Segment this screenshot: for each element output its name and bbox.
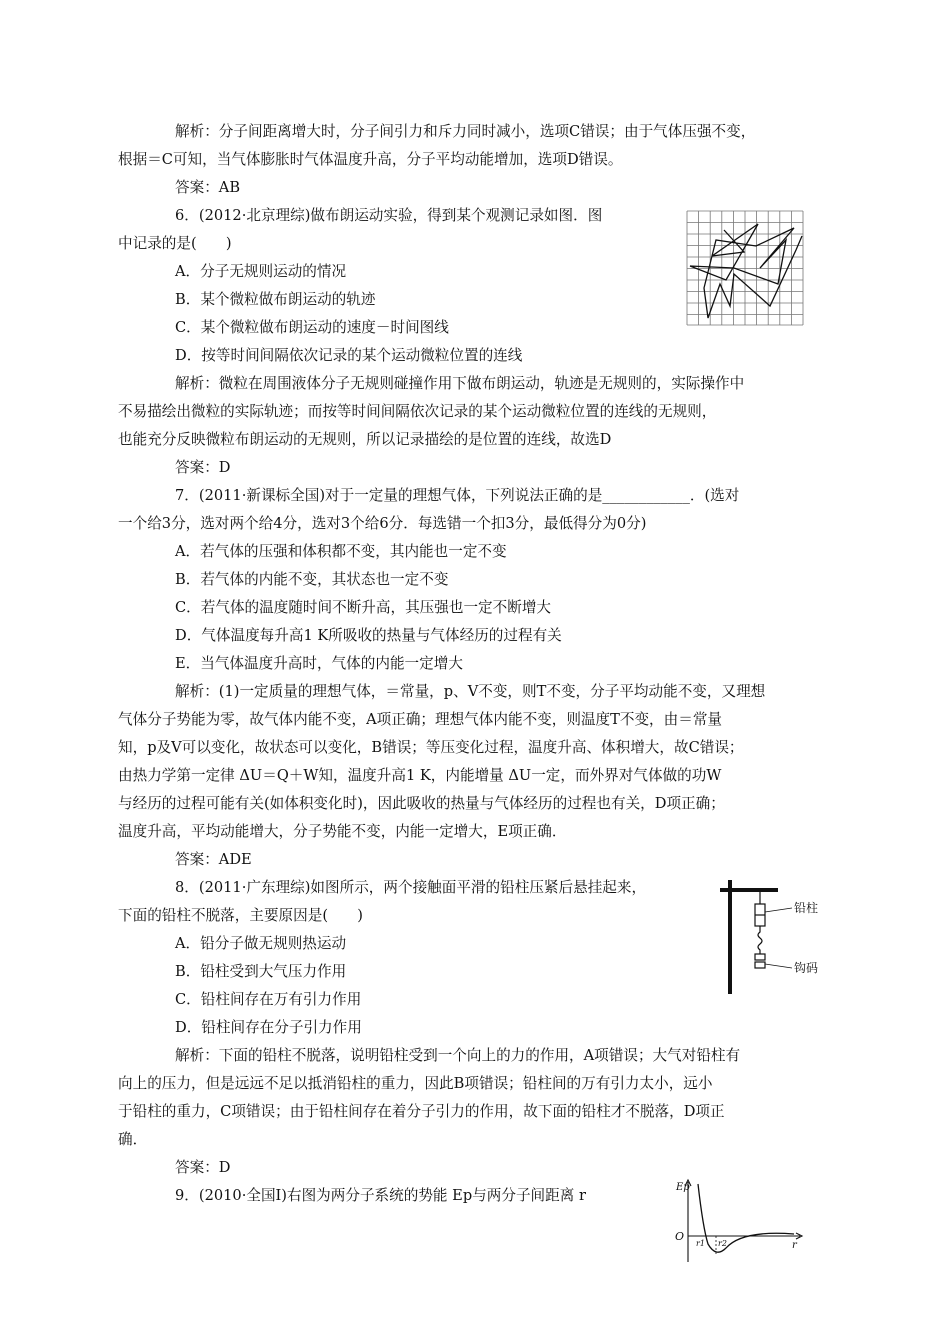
question-8-stem: 8．(2011·广东理综)如图所示，两个接触面平滑的铅柱压紧后悬挂起来， <box>175 879 647 896</box>
question-7-stem: 7．(2011·新课标全国)对于一定量的理想气体，下列说法正确的是____________．(选对 <box>175 487 740 504</box>
text-line: 与经历的过程可能有关(如体积变化时)，因此吸收的热量与气体经历的过程也有关，D项正确； <box>118 795 725 812</box>
answer-line: 答案：D <box>175 1159 231 1176</box>
text-line: 温度升高，平均动能增大，分子势能不变，内能一定增大，E项正确． <box>118 823 567 840</box>
text-line: 气体分子势能为零，故气体内能不变，A项正确；理想气体内能不变，则温度T不变，由＝常量 <box>118 711 723 728</box>
label-hook-weight: 钩码 <box>794 961 819 975</box>
text-line: 确． <box>118 1131 148 1148</box>
question-9-stem: 9．(2010·全国Ⅰ)右图为两分子系统的势能 Ep与两分子间距离 r <box>175 1187 586 1204</box>
option-d: D．按等时间间隔依次记录的某个运动微粒位置的连线 <box>175 347 523 364</box>
answer-line: 答案：ADE <box>175 851 252 868</box>
option-e: E．当气体温度升高时，气体的内能一定增大 <box>175 655 463 672</box>
answer-line: 答案：AB <box>175 179 241 196</box>
potential-energy-figure <box>672 1178 808 1264</box>
option-d: D．铅柱间存在分子引力作用 <box>175 1019 362 1036</box>
label-origin: O <box>675 1230 685 1243</box>
option-b: B．某个微粒做布朗运动的轨迹 <box>175 291 376 308</box>
option-c: C．若气体的温度随时间不断升高，其压强也一定不断增大 <box>175 599 552 616</box>
text-line: 一个给3分，选对两个给4分，选对3个给6分．每选错一个扣3分，最低得分为0分) <box>118 515 647 532</box>
option-b: B．铅柱受到大气压力作用 <box>175 963 347 980</box>
label-r2: r2 <box>718 1239 727 1248</box>
text-line: 知，p及V可以变化，故状态可以变化，B错误；等压变化过程，温度升高、体积增大，故C错误； <box>118 739 744 756</box>
text-line: 由热力学第一定律 ΔU＝Q＋W知，温度升高1 K，内能增量 ΔU一定，而外界对气体做的功W <box>118 767 722 784</box>
option-d: D．气体温度每升高1 K所吸收的热量与气体经历的过程有关 <box>175 627 562 644</box>
text-line: 解析：下面的铅柱不脱落，说明铅柱受到一个向上的力的作用，A项错误；大气对铅柱有 <box>175 1047 741 1064</box>
option-c: C．某个微粒做布朗运动的速度－时间图线 <box>175 319 449 336</box>
text-line: 解析：微粒在周围液体分子无规则碰撞作用下做布朗运动，轨迹是无规则的，实际操作中 <box>175 375 745 392</box>
text-line: 也能充分反映微粒布朗运动的无规则，所以记录描绘的是位置的连线，故选D <box>118 431 612 448</box>
text-line: 根据＝C可知，当气体膨胀时气体温度升高，分子平均动能增加，选项D错误。 <box>118 151 623 168</box>
label-lead-cylinder: 铅柱 <box>794 901 819 915</box>
option-a: A．分子无规则运动的情况 <box>175 263 347 280</box>
text-line: 于铅柱的重力，C项错误；由于铅柱间存在着分子引力的作用，故下面的铅柱才不脱落，D项正 <box>118 1103 725 1120</box>
label-r1: r1 <box>696 1239 705 1248</box>
lead-cylinder-figure <box>720 878 830 998</box>
option-a: A．铅分子做无规则热运动 <box>175 935 347 952</box>
text-line: 解析：分子间距离增大时，分子间引力和斥力同时减小，选项C错误；由于气体压强不变， <box>175 123 756 140</box>
answer-line: 答案：D <box>175 459 231 476</box>
question-6-stem: 6．(2012·北京理综)做布朗运动实验，得到某个观测记录如图．图 <box>175 207 603 224</box>
label-ep: Ep <box>676 1182 690 1193</box>
option-c: C．铅柱间存在万有引力作用 <box>175 991 362 1008</box>
text-line: 向上的压力，但是远远不足以抵消铅柱的重力，因此B项错误；铅柱间的万有引力太小，远小 <box>118 1075 713 1092</box>
label-r: r <box>792 1240 797 1251</box>
text-line: 不易描绘出微粒的实际轨迹；而按等时间间隔依次记录的某个运动微粒位置的连线的无规则， <box>118 403 717 420</box>
option-a: A．若气体的压强和体积都不变，其内能也一定不变 <box>175 543 507 560</box>
option-b: B．若气体的内能不变，其状态也一定不变 <box>175 571 449 588</box>
text-line: 中记录的是( ) <box>118 235 232 252</box>
brownian-motion-figure <box>686 210 804 326</box>
text-line: 下面的铅柱不脱落，主要原因是( ) <box>118 907 363 924</box>
text-line: 解析：(1)一定质量的理想气体，＝常量，p、V不变，则T不变，分子平均动能不变，又理想 <box>175 683 766 700</box>
